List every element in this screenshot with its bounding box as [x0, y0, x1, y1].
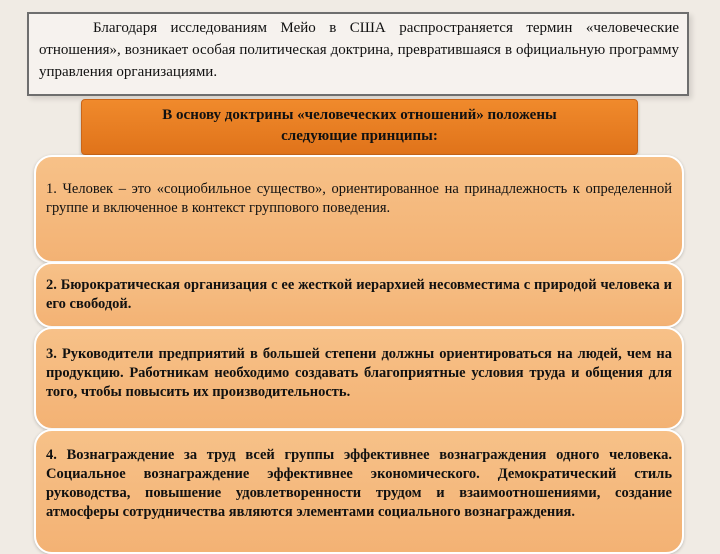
principles-header	[81, 99, 638, 155]
principle-text-4: 4. Вознаграждение за труд всей группы эффективнее вознаграждения одного человека. Социальное вознаграждение эффективнее экономического. Демократический стиль руководства, повышение удовлетворенности трудом и взаимоотношениями, создание атмосферы сотрудничества являются элементами социального вознаграждения.	[46, 447, 672, 520]
principles-header-line1: В основу доктрины «человеческих отношений» положены	[162, 107, 557, 123]
intro-paragraph: Благодаря исследованиям Мейо в США распространяется термин «человеческие отношения», возникает особая политическая доктрина, превратившаяся в официальную программу управления организациями.	[39, 20, 679, 80]
principle-card-3	[34, 327, 684, 430]
principle-card-1	[34, 155, 684, 263]
principle-text-1: 1. Человек – это «социобильное существо», ориентированное на принадлежность к определенной группе и включенное в контекст группового поведения.	[46, 181, 672, 216]
principles-header-line2: следующие принципы:	[281, 128, 438, 144]
principle-card-2	[34, 262, 684, 328]
intro-text-box	[27, 12, 689, 96]
principle-card-4	[34, 429, 684, 554]
principle-text-3: 3. Руководители предприятий в большей степени должны ориентироваться на людей, чем на продукцию. Работникам необходимо создавать благоприятные условия труда и общения для того, чтобы повысить их производительность.	[46, 346, 672, 400]
principle-text-2: 2. Бюрократическая организация с ее жесткой иерархией несовместима с природой человека и его свободой.	[46, 277, 672, 312]
